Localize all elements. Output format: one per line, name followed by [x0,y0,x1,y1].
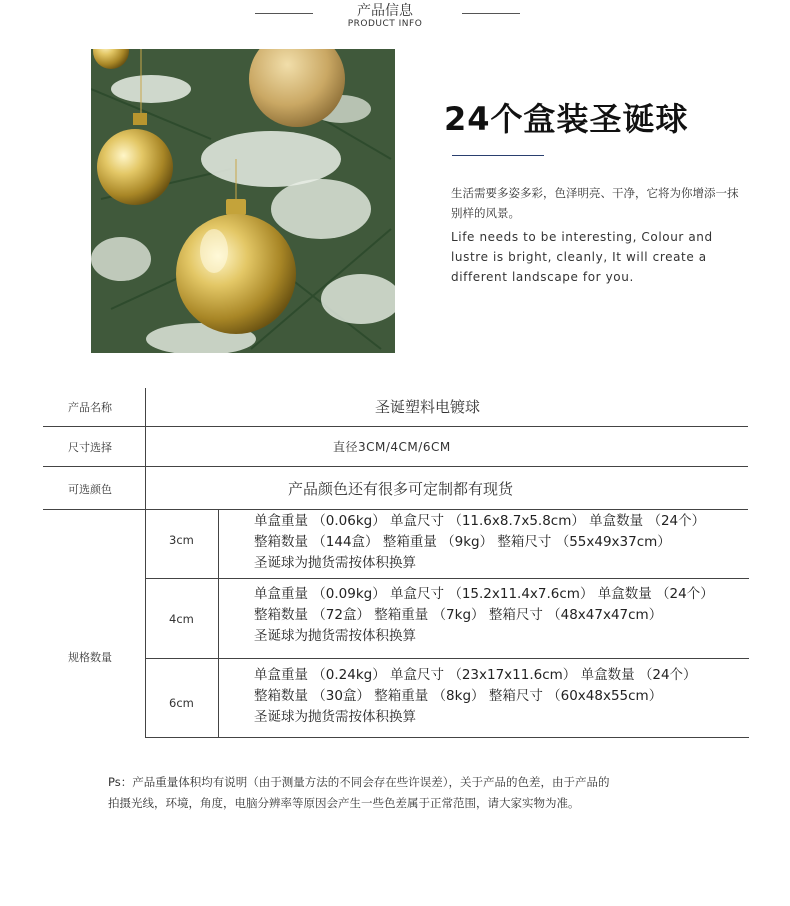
spec-line: 圣诞球为抛货需按体积换算 [254,628,416,644]
table-column-divider [218,509,219,738]
spec-line: 圣诞球为抛货需按体积换算 [254,709,416,725]
footnote-line: Ps：产品重量体积均有说明（由于测量方法的不同会存在些许误差），关于产品的色差，由于产品的 [108,775,610,789]
spec-line: 整箱数量 （72盒） 整箱重量 （7kg） 整箱尺寸 （48x47x47cm） [254,607,663,623]
table-rule [145,658,749,659]
section-subtitle: PRODUCT INFO [347,19,423,29]
spec-line: 整箱数量 （30盒） 整箱重量 （8kg） 整箱尺寸 （60x48x55cm） [254,688,663,704]
table-rule [43,509,748,510]
table-rule [145,578,749,579]
spec-size-6cm: 6cm [169,696,194,710]
row-value-product-name: 圣诞塑料电镀球 [375,398,481,416]
spec-line: 单盒重量 （0.09kg） 单盒尺寸 （15.2x11.4x7.6cm） 单盒数量 （24个） [254,586,714,602]
spec-line: 圣诞球为抛货需按体积换算 [254,555,416,571]
footnote-line: 拍摄光线，环境，角度，电脑分辨率等原因会产生一些色差属于正常范围，请大家实物为准。 [108,796,580,810]
spec-line: 单盒重量 （0.24kg） 单盒尺寸 （23x17x11.6cm） 单盒数量 （24个） [254,667,697,683]
title-underline [452,155,544,156]
table-column-divider [145,388,146,738]
row-value-color: 产品颜色还有很多可定制都有现货 [288,480,514,498]
christmas-ornament-image [91,49,395,353]
spec-line: 整箱数量 （144盒） 整箱重量 （9kg） 整箱尺寸 （55x49x37cm） [254,534,671,550]
row-label-spec: 规格数量 [68,651,112,664]
row-label-color: 可选颜色 [68,483,112,496]
product-title: 24个盒装圣诞球 [444,100,689,138]
description-english: Life needs to be interesting, Colour and lustre is bright, cleanly, It will create a different landscape for you. [451,230,713,284]
table-rule [145,737,749,738]
product-photo [91,49,395,353]
row-label-product-name: 产品名称 [68,401,112,414]
section-title: 产品信息 [357,3,413,19]
description-chinese: 生活需要多姿多彩，色泽明亮、干净，它将为你增添一抹别样的风景。 [451,186,739,220]
row-value-size: 直径3CM/4CM/6CM [333,440,451,454]
table-rule [43,466,748,467]
spec-line: 单盒重量 （0.06kg） 单盒尺寸 （11.6x8.7x5.8cm） 单盒数量 （24个） [254,513,706,529]
spec-size-3cm: 3cm [169,533,194,547]
table-rule [43,426,748,427]
spec-size-4cm: 4cm [169,612,194,626]
row-label-size: 尺寸选择 [68,441,112,454]
